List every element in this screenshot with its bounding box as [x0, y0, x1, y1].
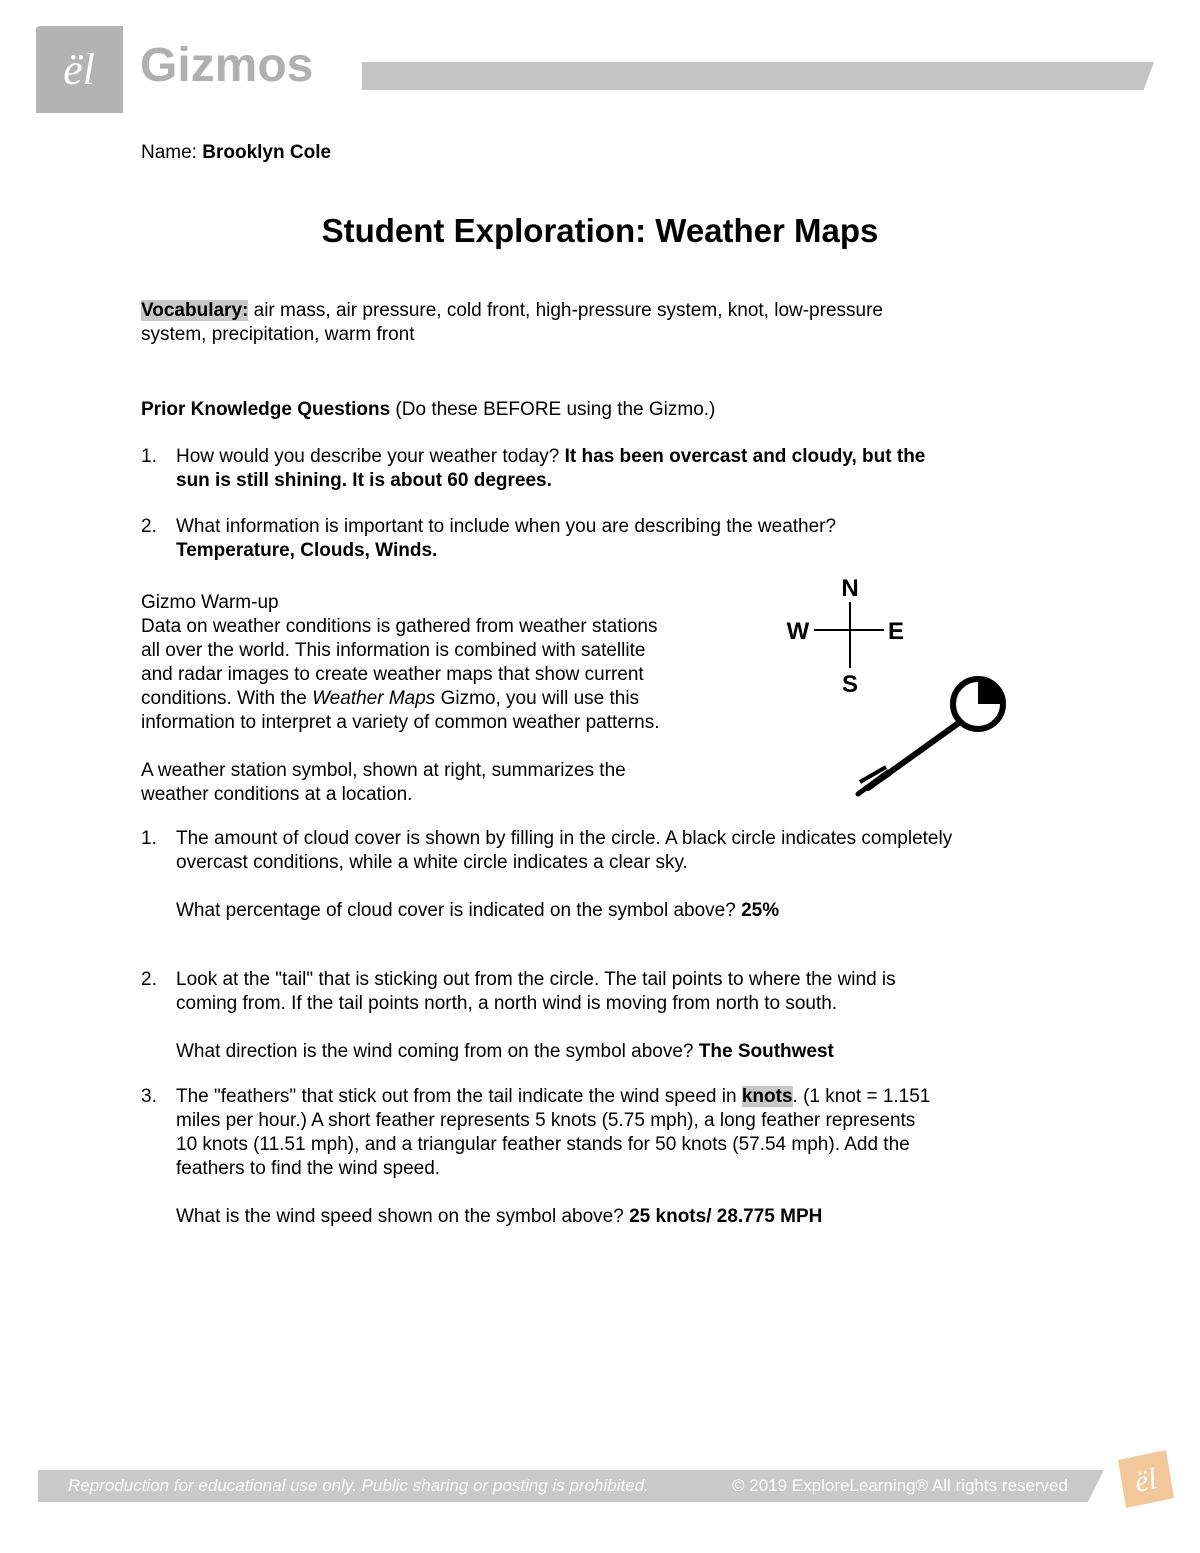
question-1: [176, 827, 1076, 923]
q1-number: 1.: [141, 828, 157, 849]
warmup-text: [141, 687, 761, 711]
explorelearning-logo: [36, 26, 123, 113]
prior-knowledge-heading: [141, 398, 715, 422]
q3-text: miles per hour.) A short feather represents 5 knots (5.75 mph), a long feather represents: [176, 1110, 916, 1131]
vocabulary-line-1: air mass, air pressure, cold front, high-pressure system, knot, low-pressure: [248, 300, 883, 321]
footer-disclaimer: Reproduction for educational use only. Public sharing or posting is prohibited.: [68, 1476, 649, 1495]
compass-w-label: W: [786, 618, 810, 645]
svg-text:ël: ël: [63, 45, 95, 94]
prior-q1: [176, 445, 1056, 493]
warmup-text: weather conditions at a location.: [141, 784, 413, 805]
q3-keyword: knots: [741, 1086, 793, 1107]
compass-e-label: E: [887, 618, 905, 645]
name-label: Name:: [141, 142, 203, 163]
warmup-text: all over the world. This information is combined with satellite: [141, 640, 646, 661]
student-name-line: [141, 141, 331, 165]
q1-prompt: What percentage of cloud cover is indicated on the symbol above?: [176, 900, 742, 921]
prior-heading-note: (Do these BEFORE using the Gizmo.): [390, 399, 716, 420]
weather-station-symbol: [850, 670, 1020, 800]
warmup-text: information to interpret a variety of common weather patterns.: [141, 712, 660, 733]
q2-answer: The Southwest: [698, 1041, 834, 1062]
q3-prompt: What is the wind speed shown on the symbol above?: [176, 1206, 630, 1227]
vocabulary-line-2: system, precipitation, warm front: [141, 324, 415, 345]
brand-name: Gizmos: [140, 39, 314, 92]
warmup-text: Data on weather conditions is gathered from weather stations: [141, 616, 658, 637]
q3-text: feathers to find the wind speed.: [176, 1158, 441, 1179]
warmup-heading: Gizmo Warm-up: [141, 592, 279, 613]
q3-answer: 25 knots/ 28.775 MPH: [629, 1206, 823, 1227]
vocabulary-section: [141, 299, 1041, 347]
question-3: [176, 1085, 1076, 1229]
warmup-text: A weather station symbol, shown at right, summarizes the: [141, 760, 626, 781]
svg-text:ël: ël: [1131, 1462, 1160, 1499]
q2-text: coming from. If the tail points north, a north wind is moving from north to south.: [176, 993, 838, 1014]
header-bar: [362, 62, 1154, 90]
prior-heading-text: Prior Knowledge Questions: [141, 399, 391, 420]
prior-q2: [176, 515, 1056, 563]
logo-mark-icon: [36, 26, 123, 113]
q3-text: The "feathers" that stick out from the tail indicate the wind speed in: [176, 1086, 742, 1107]
gizmo-name: Weather Maps: [312, 688, 436, 709]
question-2: [176, 968, 1076, 1064]
footer-logo-icon: [1108, 1446, 1178, 1512]
q3-number: 3.: [141, 1086, 157, 1107]
compass-s-label: S: [841, 671, 859, 698]
footer-copyright: © 2019 ExploreLearning® All rights reserved: [732, 1476, 1068, 1495]
prior-q2-number: 2.: [141, 516, 157, 537]
q3-text: . (1 knot = 1.151: [792, 1086, 931, 1107]
cloud-cover-fill: [978, 679, 1003, 704]
prior-q2-answer: Temperature, Clouds, Winds.: [176, 540, 438, 561]
q2-number: 2.: [141, 969, 157, 990]
warmup-text-part: conditions. With the: [141, 688, 313, 709]
q2-text: Look at the "tail" that is sticking out from the circle. The tail points to where the wind is: [176, 969, 896, 990]
name-value: Brooklyn Cole: [202, 142, 332, 163]
prior-q1-answer-2: sun is still shining. It is about 60 degrees.: [176, 470, 552, 491]
warmup-text: and radar images to create weather maps that show current: [141, 664, 644, 685]
vocabulary-label: Vocabulary:: [141, 300, 249, 321]
page-title: Student Exploration: Weather Maps: [321, 212, 879, 249]
warmup-section: [141, 591, 761, 807]
q1-text: The amount of cloud cover is shown by filling in the circle. A black circle indicates completely: [176, 828, 953, 849]
q1-answer: 25%: [741, 900, 780, 921]
q2-prompt: What direction is the wind coming from on the symbol above?: [176, 1041, 699, 1062]
q3-text: 10 knots (11.51 mph), and a triangular feather stands for 50 knots (57.54 mph). Add the: [176, 1134, 910, 1155]
warmup-text-part: Gizmo, you will use this: [435, 688, 640, 709]
compass-n-label: N: [841, 575, 859, 602]
prior-q1-question: How would you describe your weather today?: [176, 446, 565, 467]
prior-q2-question: What information is important to include when you are describing the weather?: [176, 516, 837, 537]
prior-q1-number: 1.: [141, 446, 157, 467]
q1-text: overcast conditions, while a white circle indicates a clear sky.: [176, 852, 688, 873]
prior-q1-answer-1: It has been overcast and cloudy, but the: [564, 446, 926, 467]
